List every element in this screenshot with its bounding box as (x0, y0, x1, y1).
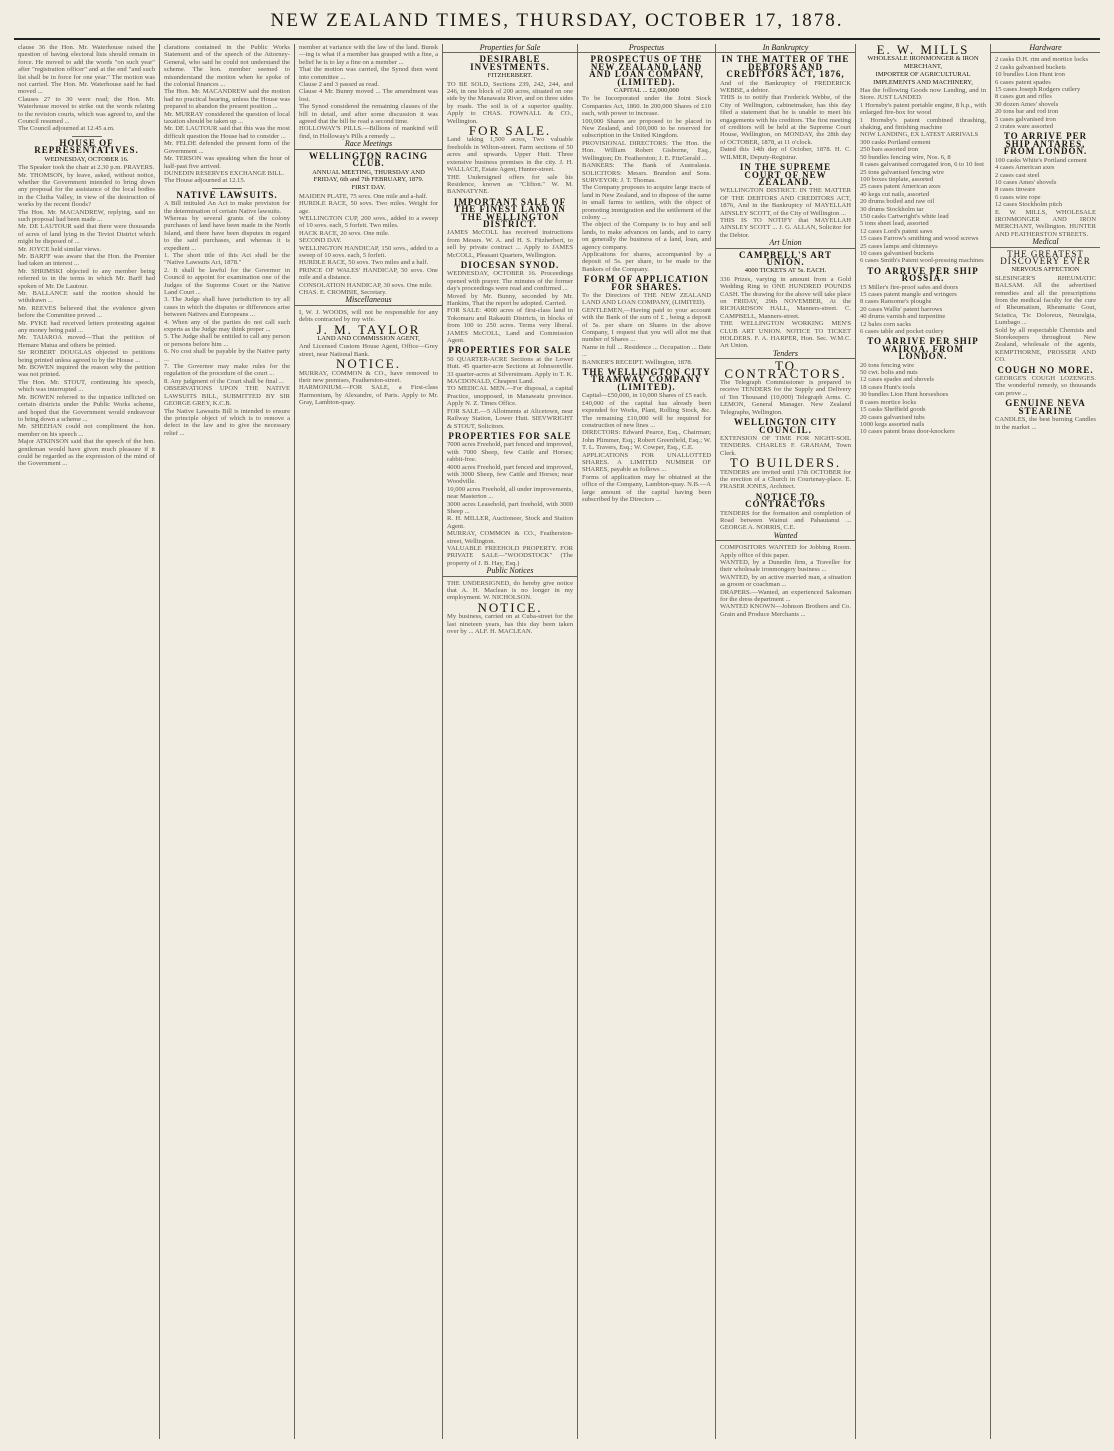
newspaper-page (14, 10, 1100, 1442)
tender-notice-text: TENDERS for the formation and completion of Road between Wainui and Pahautanui ... GEORGE A. NORRIS, C.E. (720, 509, 851, 532)
page-title: NEW ZEALAND TIMES, THURSDAY, OCTOBER 17, 1878. (270, 10, 844, 31)
parliament-report-cont: clarations contained in the Public Works Statement and of the speech of the Attorney-General, who said he could not understand the scheme. The hon. member seemed to misunderstand the motion when he spoke of the colonial finances ... The Hon. Mr. MACANDREW said the motion had no practical bearing, unless the House was prepared to abandon the present position ... Mr. MURRAY considered the question of local taxation should be taken up ... Mr. DE LAUTOUR said that this was the most difficult question the House had to consider ... Mr. FELDE defended the present form of the Government ... Mr. TERSON was speaking when the hour of half-past five arrived. DUNEDIN RESERVES EXCHANGE BILL. The House adjourned at 12.15. (164, 44, 290, 185)
race-day: FIRST DAY. (351, 184, 386, 192)
bankruptcy-header: In Bankruptcy (716, 44, 855, 53)
mills-list: Has the following Goods now Landing, and in Store. JUST LANDED. 1 Hornsby's patent portable engine, 8 h.p., with enlarged fire-box for wood 1 Hornsby's patent combined thrashing, shaking, and finishing machine NOW LANDING, EX LATEST ARRIVALS 300 casks Portland cement 250 bars assorted iron 50 bundles fencing wire, Nos. 6, 8 8 cases galvanised corrugated iron, 6 to 10 feet 25 tons galvanised fencing wire 100 boxes tinplate, assorted 25 cases patent American axes 40 kegs cut nails, assorted 20 drums boiled and raw oil 30 drums Stockholm tar 150 casks Cartwright's white lead 5 tons sheet lead, assorted 12 cases Lord's patent saws 15 cases Farrow's smithing and wood screws 25 cases lamps and chimneys 10 cases galvanised buckets 6 cases Smith's Patent wool-pressing machines (860, 87, 986, 265)
arrive-wairoa: TO ARRIVE PER SHIP WAIROA, FROM LONDON. (867, 336, 979, 362)
prop-forsale-text: Land taking 1,500 acres, Two valuable freeholds in Wilton-street. Farm sections of 50 acres and upwards. Upper Hutt. Three extensive business premises in the city. J. H. WALLACE, Estate Agent, Hunter-street. THE Undersigned offers for sale his Residence, known as "Clifton." W. M. BANNATYNE. (447, 136, 573, 196)
column-7 (855, 44, 990, 1439)
tenders-header: Tenders (716, 350, 855, 359)
tram-title: THE WELLINGTON CITY TRAMWAY COMPANY (LIMITED). (582, 367, 711, 392)
arrive-wairoa-list: 20 tons fencing wire 50 cwt. bolts and nuts 12 cases spades and shovels 18 cases Hunt's tools 30 bundles Lion Hunt horseshoes 8 cases mortice locks 15 casks Sheffield goods 20 cases galvanised tubs 1000 kegs assorted nails 10 cases patent brass door-knockers (860, 361, 955, 436)
medical-text: SLESINGER'S RHEUMATIC BALSAM. All the advertised remedies and all the prescriptions from the medical faculty for the cure of Rheumatism, Rheumatic Gout, Sciatica, Tic Doloreux, Neuralgia, Lumbago ... Sold by all respectable Chemists and Storekeepers throughout New Zealand, wholesale of the agents, KEMPTHORNE, PROSSER AND CO. (995, 274, 1096, 364)
bankruptcy-title: IN THE MATTER OF THE DEBTORS AND CREDITORS ACT, 1876, (721, 54, 850, 80)
prop-important: IMPORTANT SALE OF THE FINEST LAND IN THE WELLINGTON DISTRICT. (453, 196, 567, 229)
art-union-title: CAMPBELL'S ART UNION. (739, 249, 832, 267)
form-text: To the Directors of THE NEW ZEALAND LAND AND LOAN COMPANY, (LIMITED). GENTLEMEN,—Having paid to your account with the Bank of the sum of £ , being a deposit of 5s. per share on Shares in the above Company, I request that you will allot me that number of Shares ... Name in full ... Residence ... Occupation ... Date ... BANKER'S RECEIPT. Wellington, 1878. (582, 292, 711, 366)
race-program: MAIDEN PLATE, 75 sovs. One mile and a-half. HURDLE RACE, 50 sovs. Two miles. Weight for age. WELLINGTON CUP, 200 sovs., added to a sweep of 10 sovs. each, 5 forfeit. Two miles. HACK RACE, 20 sovs. One mile. SECOND DAY. WELLINGTON HANDICAP, 150 sovs., added to a sweep of 10 sovs. each, 5 forfeit. HURDLE RACE, 50 sovs. Two miles and a half. PRINCE OF WALES' HANDICAP, 50 sovs. One mile and a distance. CONSOLATION HANDICAP, 30 sovs. One mile. CHAS. E. CROMBIE, Secretary. (299, 192, 438, 296)
tender-contractors-text: The Telegraph Commissioner is prepared to receive TENDERS for the Supply and Delivery of Ten Thousand (10,000) Telegraph Arms. C. LEMON, General Manager. New Zealand Telegraphs, Wellington. (720, 379, 851, 416)
native-lawsuits-text: A Bill intituled An Act to make provision for the determination of certain Native lawsuits. Whereas by several grants of the colony purchases of land have been made in the North Island, and there have been disputes in regard to the said purchases, and whereas it is expedient ... 1. The short title of this Act shall be the "Native Lawsuits Act, 1878." 2. It shall be lawful for the Governor in Council to appoint for examination one of the Judges of the Supreme Court or the Native Land Court ... 3. The Judge shall have jurisdiction to try all cases in which the disputes or differences arise between Natives and Europeans ... 4. When any of the parties do not call such experts as the Judge may think proper ... 5. The Judge shall be entitled to call any person or persons before him ... 6. No cost shall be payable by the Native party ... 7. The Governor may make rules for the regulation of the procedure of the court ... 8. Any judgment of the Court shall be final ... OBSERVATIONS UPON THE NATIVE LAWSUITS BILL, SUBMITTED BY SIR GEORGE GREY, K.C.B. The Native Lawsuits Bill is intended to ensure the principle object of which is to remove a defect in the law and to give the necessary relief ... (164, 200, 290, 437)
prop-desirable: DESIRABLE INVESTMENTS. (470, 54, 550, 72)
tender-city-council-text: EXTENSION OF TIME FOR NIGHT-SOIL TENDERS. CHARLES F. GRAHAM, Town Clerk. (720, 434, 851, 457)
house-subheading: WEDNESDAY, OCTOBER 16. (44, 155, 129, 163)
column-2 (159, 44, 294, 1439)
mills-sub: WHOLESALE IRONMONGER & IRON MERCHANT, (867, 55, 979, 70)
prospectus-text: To be Incorporated under the Joint Stock Companies Act, 1860. In 200,000 Shares of £10 each, with power to increase. 100,000 Shares are proposed to be placed in New Zealand, and 100,000 to be reserved for subscription in the United Kingdom. PROVISIONAL DIRECTORS: The Hon. the Hon. William Robert Gisborne, Esq., Wellington; Dr. Featherston; J. E. FitzGerald ... BANKERS: The Bank of Australasia. SOLICITORS: Messrs. Brandon and Sons. SURVEYOR: J. T. Thomas. The Company proposes to acquire large tracts of land in New Zealand, and to dispose of the same in small farms to settlers, with the object of promoting immigration and the settlement of the colony ... The object of the Company is to buy and sell lands, to make advances on lands, and to carry on generally the business of a land, loan, and agency company. Applications for shares, accompanied by a deposit of 5s. per share, to be made to the Bankers of the Company. (582, 95, 711, 273)
column-8 (990, 44, 1100, 1439)
tender-builders-text: TENDERS are invited until 17th OCTOBER for the erection of a Church in Courtenay-place. E. FRASER JONES, Architect. (720, 468, 851, 491)
misc-agent-sub: LAND AND COMMISSION AGENT, (317, 335, 420, 343)
wanted-text: COMPOSITORS WANTED for Jobbing Room. Apply office of this paper. WANTED, by a Dunedin firm, a Traveller for their wholesale ironmongery business ... WANTED, by an active married man, a situation as groom or coachman ... DRAPERS.—Wanted, an experienced Salesman for the dress department ... WANTED KNOWN—Johnson Brothers and Co. Grain and Produce Merchants ... (720, 544, 851, 618)
prospectus-capital: CAPITAL ... £2,000,000 (614, 87, 679, 95)
art-union-sub: 4000 TICKETS AT 5s. EACH. (744, 267, 827, 275)
column-4 (442, 44, 577, 1439)
race-meetings-header: Race Meetings (295, 140, 442, 149)
medical-title: THE GREATEST DISCOVERY EVER (1000, 248, 1091, 266)
public-notice-2: My business, carried on at Cuba-street for the last nineteen years, has this day been taken over by ... ALF. H. MACLEAN. (447, 613, 573, 636)
parliament-report: clause 36 the Hon. Mr. Waterhouse raised the question of having electoral lists should remain in force. He moved to add the words "on such year" after "registration officer" and at the end "and such list shall be in force for one year." The motion was not carried. The Hon. Mr. Waterhouse said he had moved ... Clauses 27 to 30 were read; the Hon. Mr. Waterhouse moved to strike out the words relating to the revision courts, which was agreed to, and the Council resumed ... The Council adjourned at 12.45 a.m. (18, 44, 155, 133)
tender-city-council: WELLINGTON CITY COUNCIL. (733, 417, 838, 435)
prop-important-text: JAMES McCOLL has received instructions from Messrs. W. A. and H. S. Fitzherbert, to sell by private contract ... Apply to JAMES McCOLL, Pleasant Quarters, Wellington. (447, 229, 573, 259)
prospectus-title: PROSPECTUS OF THE NEW ZEALAND LAND AND LOAN COMPANY, (LIMITED). (589, 54, 704, 87)
misc-notice-text: MURRAY, COMMON & CO., have removed to their new premises, Featherston-street. HARMONIUM.—FOR SALE, a First-class Harmonium, by Alexandre, of Paris. Apply to Mr. Gray, Lambton-quay. (299, 369, 438, 407)
properties-header: Properties for Sale (443, 44, 577, 53)
synod-report: member at variance with the law of the land. Bunsk—ing is what if a member has grasped with a fine, a belief he is to lay a fine on a member ... That the motion was carried, the Synod then went into committee ... Clause 2 and 3 passed as read. Clause 4 Mr. Bunny moved ... The amendment was lost. The Synod considered the remaining clauses of the bill in detail, and after some discussion it was agreed that the bill be read a second time. HOLLOWAY'S PILLS.—Billions of mankind will find, in Holloway's Pills a remedy ... (299, 44, 438, 140)
column-5 (577, 44, 715, 1439)
columns (14, 44, 1100, 1439)
arrive-antares-list: 100 casks White's Portland cement 4 cases American axes 2 cases cast steel 10 cases Ames' shovels 8 cases tinware 6 cases wire rope 12 cases Stockholm pitch E. W. MILLS, WHOLESALE IRONMONGER AND IRON MERCHANT, Wellington. HUNTER AND FEATHERSTON STREETS. (995, 156, 1096, 238)
masthead (14, 10, 1100, 38)
public-notice-title: NOTICE. (477, 599, 543, 615)
prop-sale-4-text: 7000 acres Freehold, part fenced and improved, with 7000 Sheep, few Cattle and Horses; rabbit-free. 4000 acres Freehold, part fenced and improved, with 3000 Sheep, few Cattle and Horses; near Woodville. 10,000 acres Freehold, all under improvements, near Masterton ... 3000 acres Leasehold, part freehold, with 3000 Sheep ... R. H. MILLER, Auctioneer, Stock and Station Agent. MURRAY, COMMON & CO., Featherston-street, Wellington. VALUABLE FREEHOLD PROPERTY. FOR PRIVATE SALE—"WOODSTOCK" (The property of J. B. Hay, Esq.) (447, 441, 573, 567)
column-1 (14, 44, 159, 1439)
hardware-header: Hardware (991, 44, 1100, 53)
synod-text: WEDNESDAY, OCTOBER 16. Proceedings opened with prayer. The minutes of the former day's proceedings were read and confirmed ... Moved by Mr. Bunny, seconded by Mr. Hankins, That the report be adopted. Carried. FOR SALE: 4000 acres of first-class land in Tokomaru and Rakauiti Districts, in blocks of from 100 to 250 acres. Terms very liberal. JAMES McCOLL, Land and Commission Agent. (447, 270, 573, 345)
wanted-header: Wanted (716, 532, 855, 541)
race-subtitle: ANNUAL MEETING, THURSDAY AND FRIDAY, 6th and 7th FEBRUARY, 1879. (312, 168, 425, 183)
hardware-list: 2 casks D.H. rim and mortice locks 2 casks galvanised buckets 10 bundles Lion Hunt iron 6 cases patent spades 15 cases Joseph Rodgers cutlery 8 cases gun and rifles 30 dozen Ames' shovels 20 tons bar and rod iron 5 cases galvanised iron 2 crates ware assorted (995, 56, 1089, 131)
art-union-header: Art Union (716, 239, 855, 248)
prop-desirable-text: TO BE SOLD, Sections 239, 242, 244, and 246, in one block of 200 acres, situated on one side by the Manawatu River, and on three sides by roads. The soil is of a superior quality. Apply to CHAS. FOWNALL & CO., Wellington. (447, 80, 573, 125)
masthead-rule (14, 38, 1100, 40)
tram-text: Capital—£50,000, in 10,000 Shares of £5 each. £40,000 of the capital has already been expended for Works, Plant, Rolling Stock, &c. The remaining £10,000 will be required for construction of new lines ... DIRECTORS: Edward Pearce, Esq., Chairman; John Plimmer, Esq.; Robert Greenfield, Esq.; W. T. L. Travers, Esq.; W. Cowper, Esq., C.E. APPLICATIONS FOR UNALLOTTED SHARES. A LIMITED NUMBER OF SHARES, payable as follows ... Forms of application may be obtained at the office of the Company, Lambton-quay. N.B.—A large amount of the capital having been subscribed by the Directors ... (582, 392, 711, 503)
prop-sale-3-text: 50 QUARTER-ACRE Sections at the Lower Hutt. 45 quarter-acre Sections at Johnsonville. 33 quarter-acres at Silverstream. Apply to T. K. MACDONALD, Cheapest Land. TO MEDICAL MEN.—For disposal, a capital Practice, unopposed, in Manawatu province. Apply N. Z. Times Office. FOR SALE.—5 Allotments at Alicetown, near Railway Station, Lower Hutt. SIEVWRIGHT & STOUT, Solicitors. (447, 355, 573, 430)
mills-sub-2: IMPORTER OF AGRICULTURAL IMPLEMENTS AND MACHINERY, (873, 71, 973, 86)
form-title: FORM OF APPLICATION FOR SHARES. (584, 274, 709, 292)
medical-sub: NERVOUS AFFECTION (1011, 266, 1080, 274)
genuine-heading: GENUINE NEVA STEARINE (1005, 398, 1086, 416)
prop-sale-4: PROPERTIES FOR SALE (448, 430, 572, 441)
native-lawsuits-heading: NATIVE LAWSUITS. (176, 189, 278, 200)
misc-header: Miscellaneous (295, 296, 442, 305)
house-heading: HOUSE OF REPRESENTATIVES. (34, 137, 139, 156)
bankruptcy-2-text: WELLINGTON DISTRICT. IN THE MATTER OF THE DEBTORS AND CREDITORS ACT, 1876, And in the Bankruptcy of MAYELLAH AINSLEY SCOTT, of the City of Wellington ... THIS IS TO NOTIFY that MAYELLAH AINSLEY SCOTT ... J. G. ALLAN, Solicitor for the Debtor. (720, 187, 851, 239)
mills-title: E. W. MILLS (876, 44, 970, 57)
cough-text: GEORGE'S COUGH LOZENGES. The wonderful remedy, so thousands can prove ... (995, 375, 1096, 397)
genuine-text: CANDLES, the best burning Candles in the market ... (995, 416, 1096, 431)
bankruptcy-text: And of the Bankruptcy of FREDERICK WEBBE, a debtor. THIS is to notify that Frederick Webbe, of the City of Wellington, cabinetmaker, has this day filed a statement that he is unable to meet his engagements with his creditors. The first meeting of creditors will be held at the Supreme Court House, Wellington, on MONDAY, the 28th day of OCTOBER, 1878, at 11 o'clock. Dated this 14th day of October, 1878. H. C. WILMER, Deputy-Registrar. (720, 79, 851, 161)
arrive-rossia: TO ARRIVE PER SHIP ROSSIA. (867, 265, 979, 284)
column-3 (294, 44, 442, 1439)
public-notice-1: THE UNDERSIGNED, do hereby give notice that A. H. Maclean is no longer in my employment. W. NICHOLSON. (447, 579, 573, 602)
medical-header: Medical (991, 238, 1100, 247)
misc-notice: I, W. J. WOODS, will not be responsible for any debts contracted by my wife. (299, 308, 438, 324)
race-title: WELLINGTON RACING CLUB. (308, 150, 429, 169)
tender-contractors: TO CONTRACTORS. (724, 358, 847, 381)
prop-sale-3: PROPERTIES FOR SALE (448, 345, 572, 356)
house-report: The Speaker took the chair at 2.30 p.m. PRAYERS. Mr. THOMSON, by leave, asked, without notice, whether the Government intended to bring down any proposal for the assistance of the local bodies in the Clutha Valley, in view of the destruction of works by the recent floods? The Hon. Mr. MACANDREW, replying, said no such proposal had been made ... Mr. DE LAUTOUR said that there were thousands of acres of land lying in the Teviot District which might be disposed of ... Mr. JOYCE held similar views. Mr. BARFF was aware that the Hon. the Premier had taken an interest ... Mr. SHRIMSKI objected to any member being referred to in the terms in which Mr. Barff had spoken of Mr. De Lautour. Mr. BALLANCE said the motion should be withdrawn ... Mr. REEVES believed that the evidence given before the Committee proved ... Mr. PYKE had received letters protesting against any money being paid ... Mr. TAIAROA moved—That the petition of Hemare Matua and others be printed. Sir ROBERT DOUGLAS objected to petitions being printed unless agreed to by the House ... Mr. BOWEN inquired the reason why the petition was not printed. The Hon. Mr. STOUT, continuing his speech, which was interrupted ... Mr. BOWEN referred to the injustice inflicted on certain districts under the Public Works scheme, and hoped that the Government would endeavour to bring down a scheme ... Mr. SHEEHAN could not compliment the hon. member on his speech ... Major ATKINSON said that the speech of the hon. gentleman would have given much pleasure if it could be regarded as the expression of the mind of the Government ... (18, 164, 155, 468)
prop-desirable-sub: FITZHERBERT. (487, 72, 533, 80)
column-6 (715, 44, 855, 1439)
prop-forsale: FOR SALE. (468, 123, 552, 139)
public-notices-header: Public Notices (443, 567, 577, 576)
synod-heading: DIOCESAN SYNOD. (460, 259, 560, 270)
misc-agent-text: And Licensed Custom House Agent, Office—Grey street, near National Bank. (299, 343, 438, 358)
misc-agent-title: J. M. TAYLOR (316, 321, 421, 337)
tender-notice: NOTICE TO CONTRACTORS (745, 491, 826, 510)
prospectus-header: Prospectus (578, 44, 715, 53)
arrive-rossia-list: 15 Miller's fire-proof safes and doors 15 cases patent mangle and wringers 8 cases Ransome's ploughs 20 cases Wallis' patent harrows 40 drums varnish and turpentine 12 bales corn sacks 6 cases table and pocket cutlery (860, 283, 959, 336)
art-union-text: 336 Prizes, varying in amount from a Gold Wedding Ring to ONE HUNDRED POUNDS CASH. The drawing for the above will take place on FRIDAY, 29th NOVEMBER, At the RICHARDSON HALL, Manners-street. C. CAMPBELL, Manners-street. THE WELLINGTON WORKING MEN'S CLUB ART UNION. NOTICE TO TICKET HOLDERS. F. A. HARPER, Hon. Sec. W.M.C. Art Union. (720, 275, 851, 350)
arrive-antares: TO ARRIVE PER SHIP ANTARES, FROM LONDON. (1003, 131, 1088, 157)
bankruptcy-2-title: IN THE SUPREME COURT OF NEW ZEALAND. (739, 162, 832, 187)
cough-heading: COUGH NO MORE. (997, 364, 1094, 375)
tender-builders: TO BUILDERS. (729, 455, 842, 471)
misc-notice-title: NOTICE. (336, 356, 401, 372)
